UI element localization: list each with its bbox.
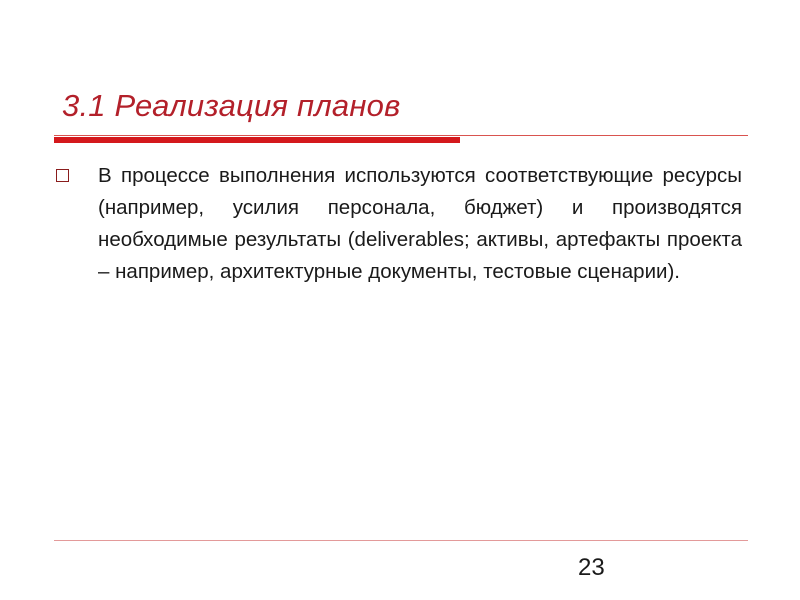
slide-title: 3.1 Реализация планов [62,88,401,123]
hollow-square-bullet-icon [56,169,69,182]
title-divider-line [54,135,748,136]
title-accent-bar [54,137,460,143]
bullet-text: В процессе выполнения используются соответствующие ресурсы (например, усилия персонала, бюджет) и производятся необходимые результаты (deliverables; активы, артефакты проекта – например, архитектурные документы, тестовые сценарии). [98,164,742,283]
footer-divider-line [54,540,748,541]
page-number: 23 [578,554,605,581]
